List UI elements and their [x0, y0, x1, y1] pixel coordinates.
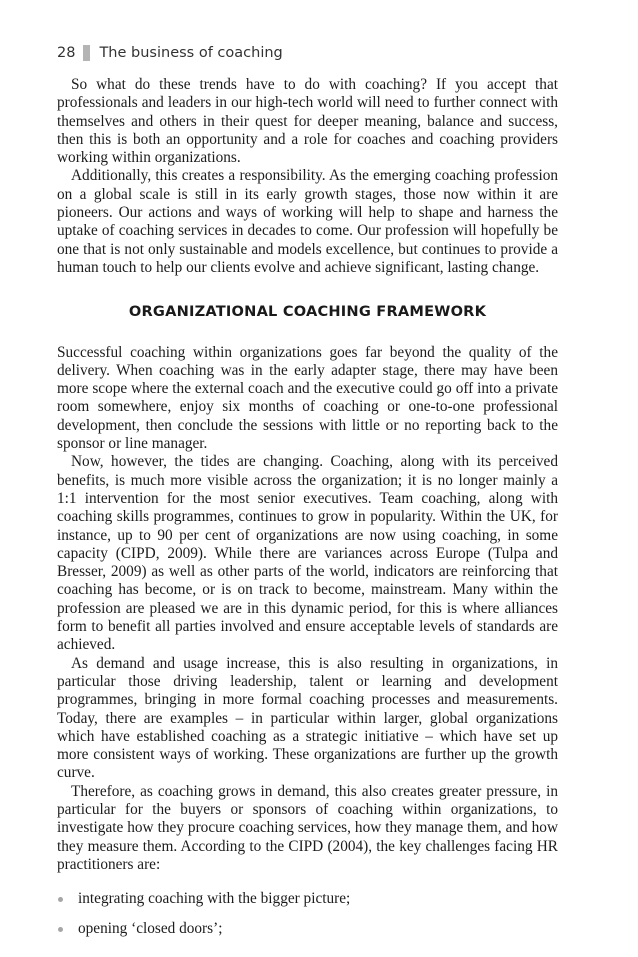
bullet-dot-icon	[58, 897, 63, 902]
body-paragraph: Additionally, this creates a responsibility. As the emerging coaching profession on a global scale is still in its early growth stages, those now within it are pioneers. Our actions and ways of working will help to shape and harness the uptake of coaching services in decades to come. Our profession will hopefully be one that is not only sustainable and models excellence, but continues to provide a human touch to help our clients evolve and achieve significant, lasting change.	[57, 167, 558, 276]
bullet-text: opening ‘closed doors’;	[78, 920, 223, 938]
bullet-list	[57, 890, 558, 939]
running-header	[57, 43, 283, 63]
page-number: 28	[57, 45, 76, 61]
bullet-text: integrating coaching with the bigger picture;	[78, 890, 351, 908]
page-body	[57, 76, 558, 951]
section-heading: ORGANIZATIONAL COACHING FRAMEWORK	[128, 303, 487, 321]
bullet-item	[57, 890, 558, 908]
body-paragraph: Successful coaching within organizations goes far beyond the quality of the delivery. When coaching was in the early adapter stage, there may have been more scope where the external coach and the executive could go off into a private room somewhere, enjoy six months of coaching or one-to-one professional development, then conclude the sessions with little or no reporting back to the sponsor or line manager.	[57, 343, 558, 453]
body-paragraph: Now, however, the tides are changing. Coaching, along with its perceived benefits, is much more visible across the organization; it is no longer mainly a 1:1 intervention for the most senior executives. Team coaching, along with coaching skills programmes, continues to grow in popularity. Within the UK, for instance, up to 90 per cent of organizations are now using coaching, in some capacity (CIPD, 2009). While there are variances across Europe (Tulpa and Bresser, 2009) as well as other parts of the world, indicators are reinforcing that coaching has become, or is on track to become, mainstream. Many within the profession are pleased we are in this dynamic period, for this is where alliances form to benefit all parties involved and ensure acceptable levels of standards are achieved.	[57, 453, 558, 654]
header-divider-bar	[83, 45, 90, 61]
body-paragraph: So what do these trends have to do with coaching? If you accept that professionals and leaders in our high-tech world will need to further connect with themselves and others in their quest for deeper meaning, balance and success, then this is both an opportunity and a role for coaches and coaching providers working within organizations.	[57, 76, 558, 167]
bullet-dot-icon	[58, 927, 63, 932]
running-title: The business of coaching	[99, 45, 283, 61]
body-paragraph: As demand and usage increase, this is also resulting in organizations, in particular those driving leadership, talent or learning and development programmes, bringing in more formal coaching processes and measurements. Today, there are examples – in particular within larger, global organizations which have established coaching as a strategic initiative – which have set up more consistent ways of working. These organizations are further up the growth curve.	[57, 654, 558, 782]
bullet-item	[57, 920, 558, 938]
body-paragraph: Therefore, as coaching grows in demand, this also creates greater pressure, in particular for the buyers or sponsors of coaching within organizations, to investigate how they procure coaching services, how they manage them, and how they measure them. According to the CIPD (2004), the key challenges facing HR practitioners are:	[57, 782, 558, 873]
